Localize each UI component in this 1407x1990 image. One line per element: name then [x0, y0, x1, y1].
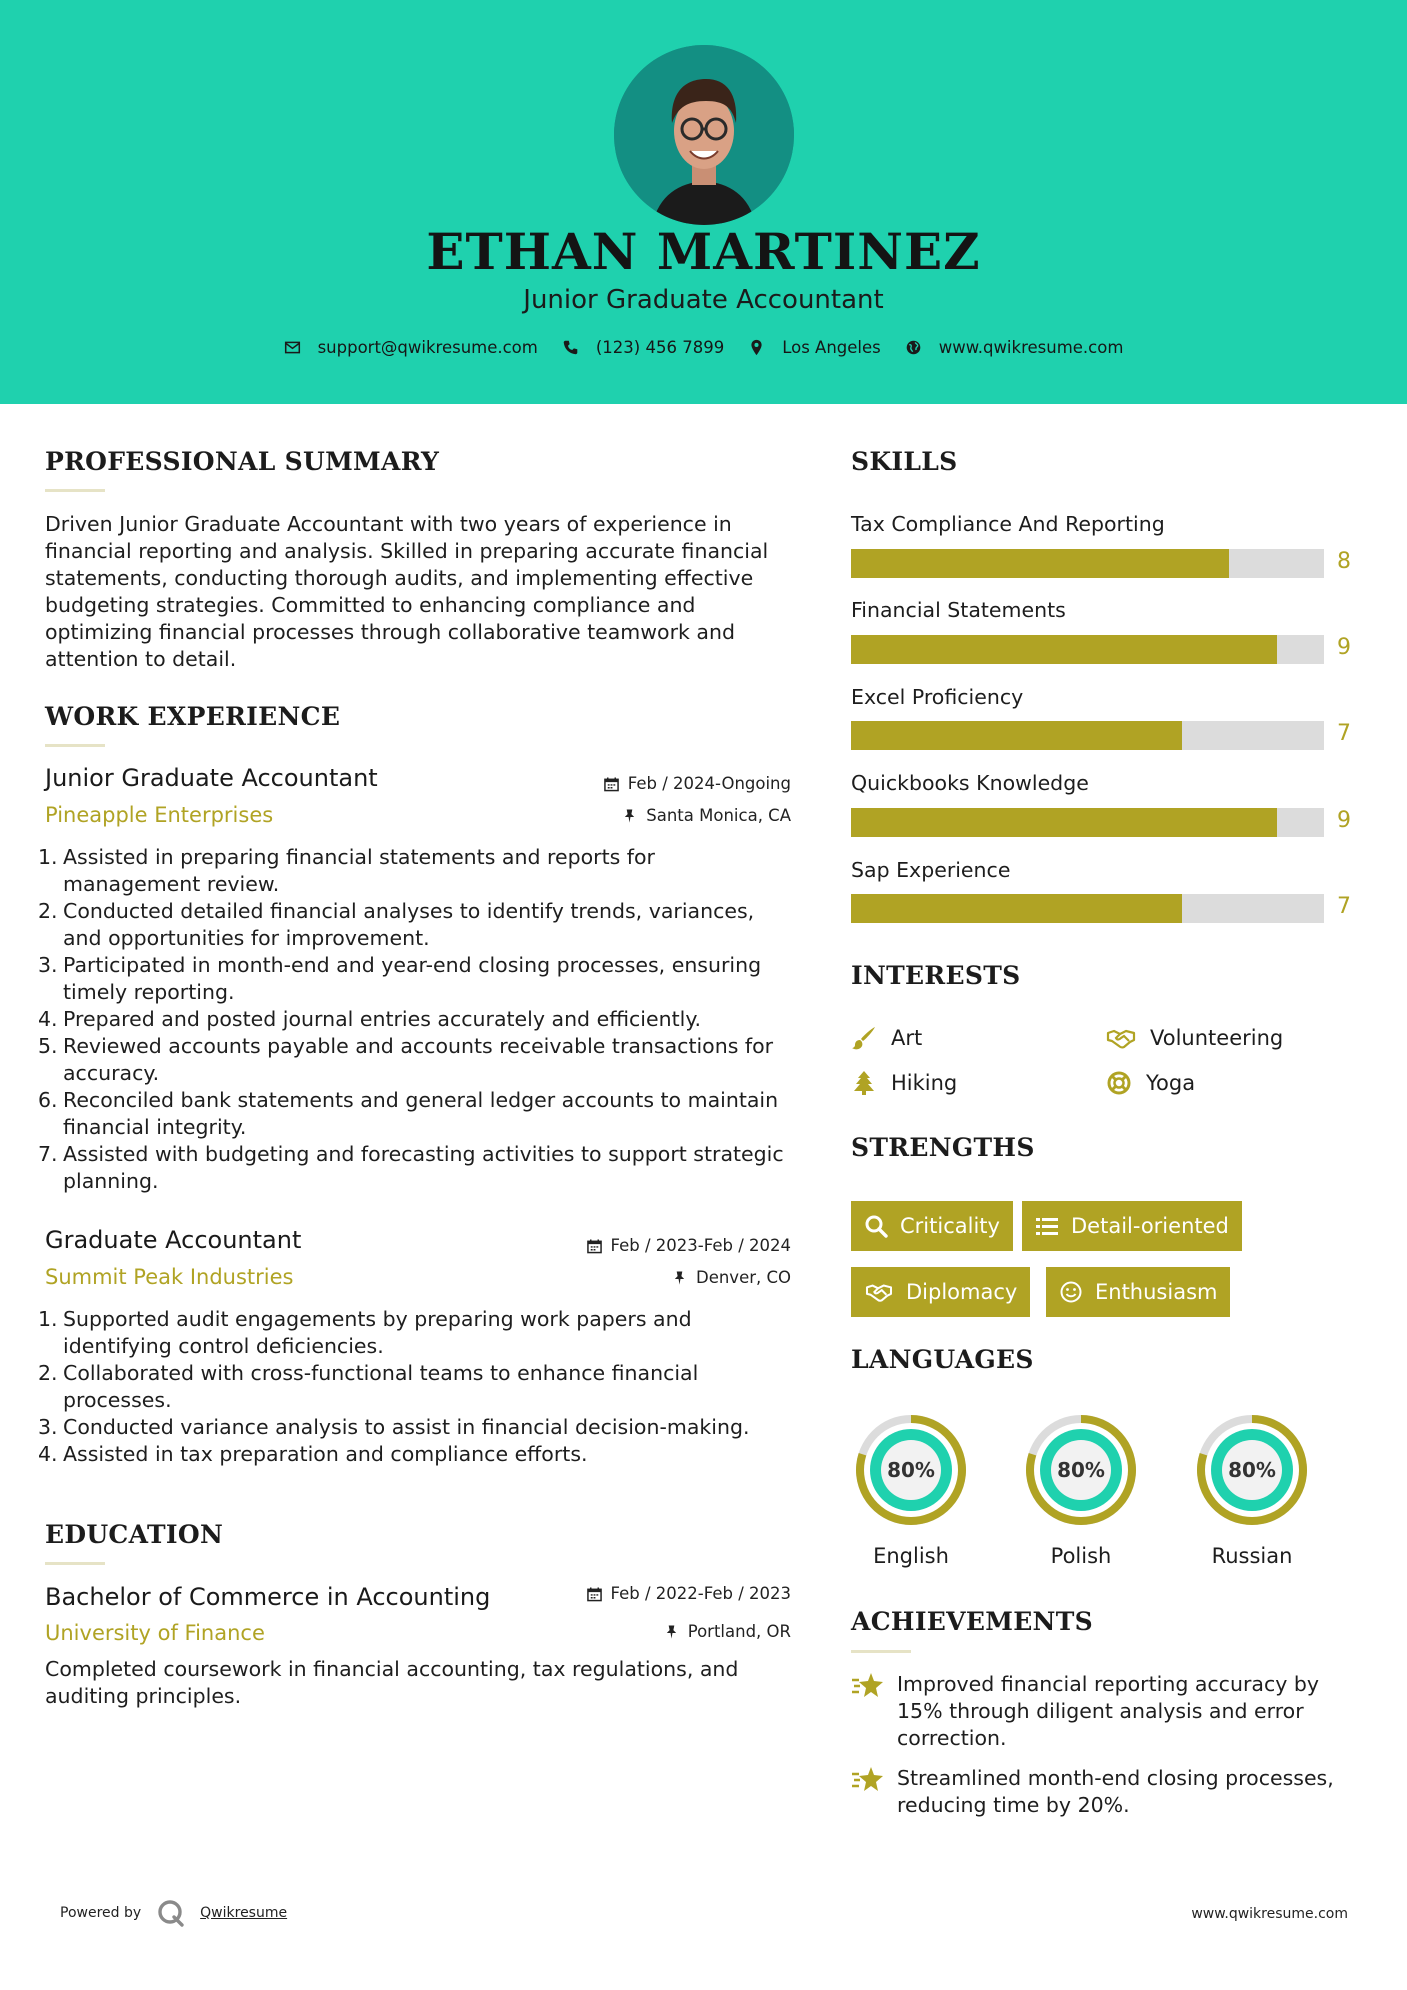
skill-bar-fill	[851, 635, 1277, 664]
strength-label: Diplomacy	[906, 1280, 1018, 1304]
strength-label: Enthusiasm	[1095, 1280, 1218, 1304]
job-dates	[604, 774, 791, 793]
list-item: Participated in month-end and year-end closing processes, ensuring timely reporting.	[63, 953, 762, 1004]
experience-heading: WORK EXPERIENCE	[45, 702, 341, 731]
achievements-heading: ACHIEVEMENTS	[851, 1607, 1093, 1636]
lifebuoy-icon	[1106, 1070, 1132, 1096]
language-donut	[1019, 1408, 1143, 1532]
job-bullets	[35, 1306, 795, 1468]
skills-heading: SKILLS	[851, 447, 958, 476]
achievements-rule	[851, 1650, 911, 1653]
list-item: Assisted with budgeting and forecasting activities to support strategic planning.	[63, 1142, 784, 1193]
list-item: Collaborated with cross-functional teams to enhance financial processes.	[63, 1361, 699, 1412]
skill-bar-fill	[851, 549, 1229, 578]
job-location	[622, 806, 791, 825]
education-description: Completed coursework in financial accounting, tax regulations, and auditing principles.	[45, 1657, 739, 1708]
smile-icon	[1059, 1280, 1083, 1304]
education-dates	[587, 1584, 791, 1603]
contact-location-text: Los Angeles	[782, 338, 881, 357]
star-icon	[851, 1765, 885, 1795]
interest-volunteering	[1106, 1025, 1283, 1051]
language-percent: 80%	[887, 1458, 935, 1482]
summary-heading: PROFESSIONAL SUMMARY	[45, 447, 440, 476]
handshake-icon	[1106, 1025, 1136, 1051]
calendar-icon	[604, 776, 619, 792]
list-icon	[1035, 1214, 1059, 1238]
list-item: Supported audit engagements by preparing work papers and identifying control deficiencies.	[63, 1307, 692, 1358]
interest-label: Art	[891, 1026, 923, 1050]
language-percent: 80%	[1057, 1458, 1105, 1482]
profile-photo	[614, 45, 794, 225]
language-donut	[1190, 1408, 1314, 1532]
qwikresume-link[interactable]: Qwikresume	[200, 1905, 288, 1921]
language-name: Russian	[1211, 1544, 1293, 1568]
strength-tag	[1022, 1201, 1242, 1251]
education-dates-text: Feb / 2022-Feb / 2023	[610, 1584, 791, 1603]
contact-website-text: www.qwikresume.com	[938, 338, 1124, 357]
school-name: University of Finance	[45, 1621, 265, 1645]
experience-rule	[45, 744, 105, 747]
calendar-icon	[587, 1238, 602, 1254]
interests-heading: INTERESTS	[851, 961, 1021, 990]
achievement-text: Streamlined month-end closing processes, reducing time by 20%.	[897, 1766, 1334, 1817]
skill-name: Quickbooks Knowledge	[851, 771, 1089, 795]
language-percent: 80%	[1228, 1458, 1276, 1482]
powered-by-label: Powered by	[60, 1905, 142, 1921]
calendar-icon	[587, 1586, 602, 1602]
language-english	[849, 1408, 973, 1568]
interest-art	[851, 1025, 922, 1051]
company-name: Summit Peak Industries	[45, 1265, 294, 1289]
strength-tag	[851, 1201, 1013, 1251]
list-item: Assisted in preparing financial statements and reports for management review.	[63, 845, 655, 896]
skill-level: 9	[1337, 808, 1351, 833]
strengths-heading: STRENGTHS	[851, 1133, 1035, 1162]
summary-rule	[45, 489, 105, 492]
language-polish	[1019, 1408, 1143, 1568]
contact-bar	[0, 338, 1407, 357]
list-item: Prepared and posted journal entries accurately and efficiently.	[63, 1007, 702, 1031]
education-location	[664, 1622, 791, 1641]
contact-location	[748, 338, 881, 357]
skill-level: 7	[1337, 721, 1351, 746]
footer-url[interactable]: www.qwikresume.com	[1191, 1906, 1348, 1922]
candidate-title: Junior Graduate Accountant	[523, 285, 884, 315]
job-title: Graduate Accountant	[45, 1226, 302, 1254]
skill-bar-fill	[851, 894, 1182, 923]
languages-heading: LANGUAGES	[851, 1345, 1034, 1374]
star-icon	[851, 1671, 885, 1701]
job-dates-text: Feb / 2024-Ongoing	[627, 774, 791, 793]
skill-bar	[851, 549, 1324, 578]
education-rule	[45, 1562, 105, 1565]
contact-phone-text: (123) 456 7899	[595, 338, 725, 357]
skill-name: Tax Compliance And Reporting	[851, 512, 1165, 536]
skill-name: Financial Statements	[851, 598, 1066, 622]
education-heading: EDUCATION	[45, 1520, 224, 1549]
list-item: Reviewed accounts payable and accounts receivable transactions for accuracy.	[63, 1034, 774, 1085]
search-icon	[864, 1214, 888, 1238]
pushpin-icon	[664, 1624, 679, 1640]
header-banner	[0, 0, 1407, 404]
job-dates	[587, 1236, 791, 1255]
summary-text: Driven Junior Graduate Accountant with two years of experience in financial reporting and analysis. Skilled in preparing accurate financial statements, conducting thorough audits, and implementing effective budgeting strategies. Committed to enhancing compliance and optimizing financial processes through collaborative teamwork and attention to detail.	[45, 512, 769, 671]
contact-website[interactable]	[905, 338, 1124, 357]
skill-bar	[851, 721, 1324, 750]
envelope-icon	[284, 339, 301, 356]
skill-bar-fill	[851, 808, 1277, 837]
strength-label: Criticality	[900, 1214, 1000, 1238]
job-dates-text: Feb / 2023-Feb / 2024	[610, 1236, 791, 1255]
skill-bar	[851, 894, 1324, 923]
contact-email[interactable]	[284, 338, 538, 357]
candidate-name: ETHAN MARTINEZ	[426, 222, 981, 281]
interest-label: Yoga	[1146, 1071, 1196, 1095]
map-pin-icon	[748, 339, 765, 356]
language-donut	[849, 1408, 973, 1532]
list-item: Reconciled bank statements and general ledger accounts to maintain financial integrity.	[63, 1088, 779, 1139]
job-location-text: Santa Monica, CA	[646, 806, 791, 825]
list-item: Conducted detailed financial analyses to identify trends, variances, and opportunities for improvement.	[63, 899, 755, 950]
skill-name: Sap Experience	[851, 858, 1011, 882]
contact-phone[interactable]	[562, 338, 724, 357]
skill-bar	[851, 808, 1324, 837]
interest-label: Volunteering	[1150, 1026, 1284, 1050]
pushpin-icon	[622, 808, 637, 824]
qwikresume-logo-icon	[156, 1898, 186, 1928]
list-item: Conducted variance analysis to assist in financial decision-making.	[63, 1415, 750, 1439]
footer-powered-by	[60, 1898, 287, 1928]
language-name: Polish	[1050, 1544, 1112, 1568]
contact-email-text: support@qwikresume.com	[317, 338, 538, 357]
paintbrush-icon	[851, 1025, 877, 1051]
achievement-text: Improved financial reporting accuracy by 15% through diligent analysis and error correction.	[897, 1672, 1320, 1750]
strength-tag	[1046, 1267, 1230, 1317]
language-russian	[1190, 1408, 1314, 1568]
company-name: Pineapple Enterprises	[45, 803, 274, 827]
interest-label: Hiking	[891, 1071, 958, 1095]
phone-icon	[562, 339, 579, 356]
achievement-item	[851, 1671, 1371, 1752]
job-bullets	[35, 844, 795, 1195]
list-item: Assisted in tax preparation and compliance efforts.	[63, 1442, 588, 1466]
skill-level: 9	[1337, 635, 1351, 660]
interest-yoga	[1106, 1070, 1195, 1096]
handshake-icon	[864, 1280, 894, 1304]
job-location	[672, 1268, 791, 1287]
skill-level: 7	[1337, 894, 1351, 919]
skill-name: Excel Proficiency	[851, 685, 1024, 709]
skill-bar	[851, 635, 1324, 664]
avatar	[614, 45, 794, 225]
globe-icon	[905, 339, 922, 356]
language-name: English	[873, 1544, 949, 1568]
education-location-text: Portland, OR	[687, 1622, 791, 1641]
job-title: Junior Graduate Accountant	[45, 764, 378, 792]
degree-title: Bachelor of Commerce in Accounting	[45, 1583, 491, 1611]
strength-tag	[851, 1267, 1030, 1317]
achievement-item	[851, 1765, 1371, 1819]
interest-hiking	[851, 1070, 957, 1096]
tree-icon	[851, 1070, 877, 1096]
skill-level: 8	[1337, 549, 1351, 574]
pushpin-icon	[672, 1270, 687, 1286]
skill-bar-fill	[851, 721, 1182, 750]
strength-label: Detail-oriented	[1071, 1214, 1229, 1238]
job-location-text: Denver, CO	[695, 1268, 791, 1287]
